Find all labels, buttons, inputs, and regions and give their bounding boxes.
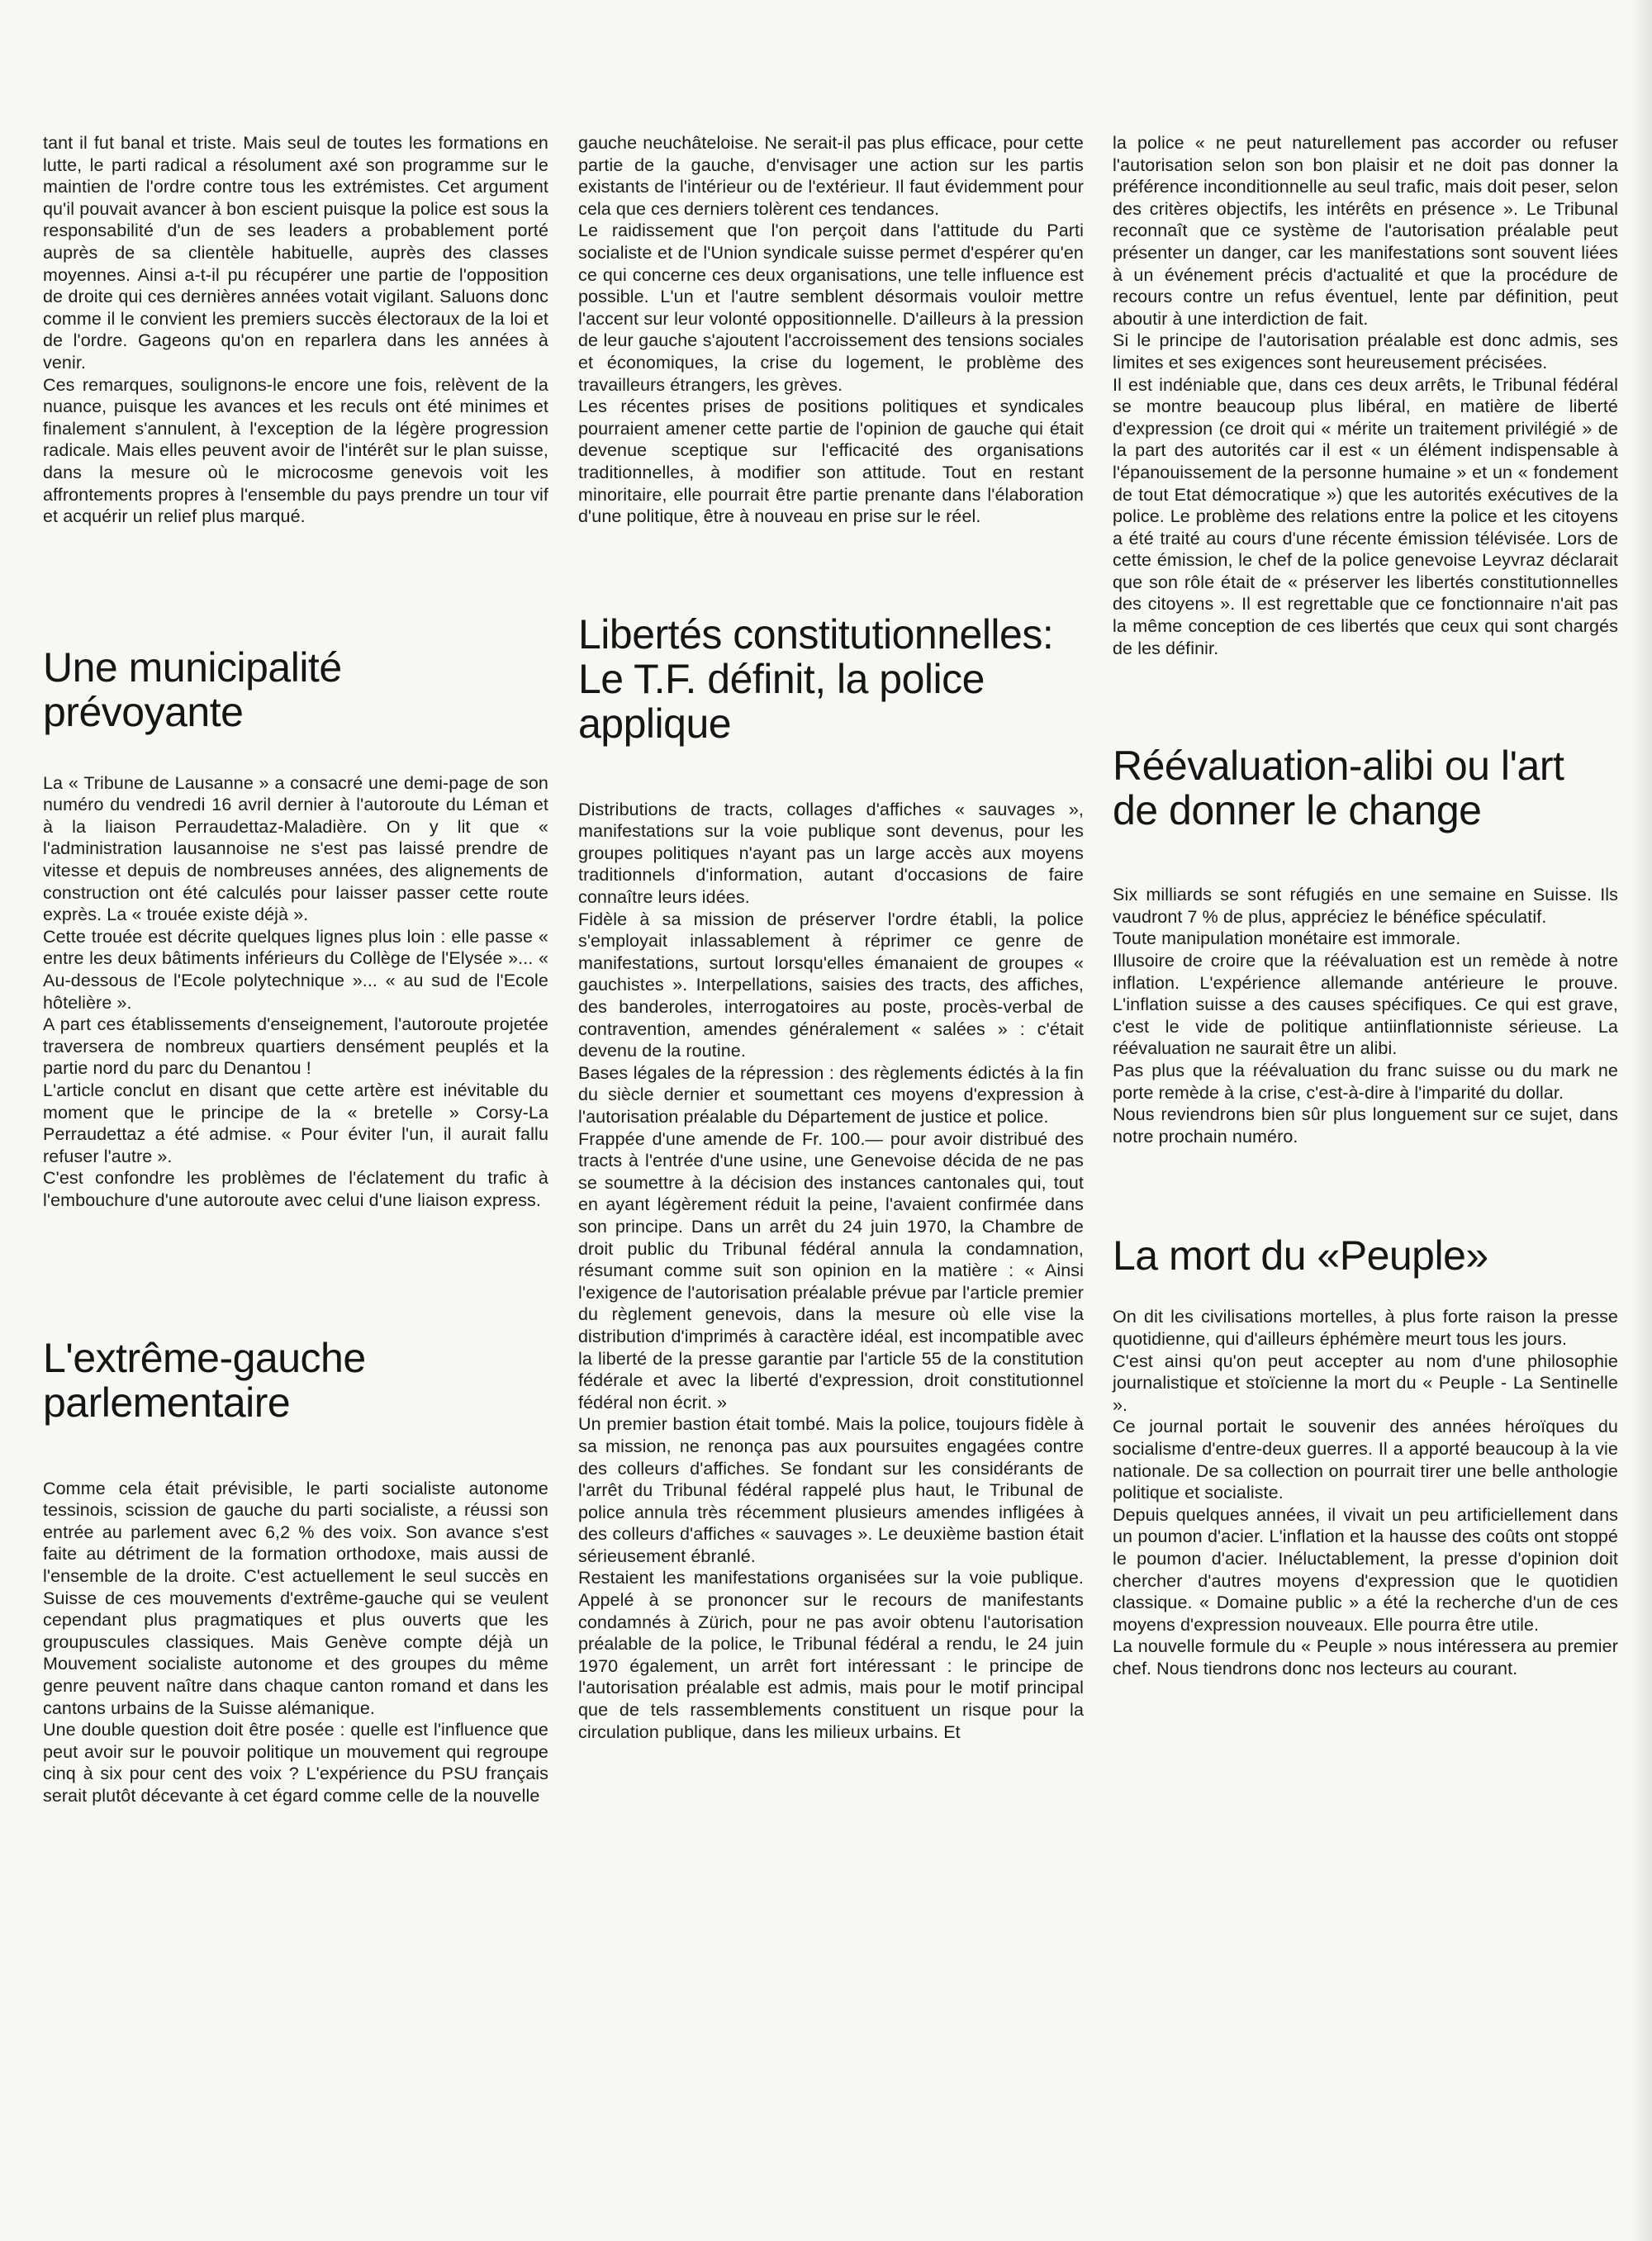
article-paragraph: La « Tribune de Lausanne » a consacré une demi-page de son numéro du vendredi 16 avril dernier à l'autoroute du Léman et à la liaison Perraudettaz-Maladière. On y lit que « l'administration lausannoise ne s'est pas laissé prendre de vitesse et depuis de nombreuses années, des alignements de construction ont été calculés pour laisser passer cette route exprès. La « trouée existe déjà ». xyxy=(43,772,548,925)
article-paragraph: Ce journal portait le souvenir des années héroïques du socialisme d'entre-deux guerres. Il a apporté beaucoup à la vie nationale. De sa collection on pourrait tirer une belle anthologie politique et socialiste. xyxy=(1113,1417,1618,1503)
headline-mort-du-peuple: La mort du «Peuple» xyxy=(1113,1232,1488,1280)
article-paragraph: gauche neuchâteloise. Ne serait-il pas plus efficace, pour cette partie de la gauche, d'envisager une action sur les partis existants de l'intérieur ou de l'extérieur. Il faut évidemment pour cela que ces derniers tolèrent ces tendances. xyxy=(578,133,1084,219)
article-paragraph: Si le principe de l'autorisation préalable est donc admis, ses limites et ses exigences sont heureusement précisées. xyxy=(1113,330,1618,373)
article-mort-du-peuple xyxy=(1113,1306,1618,1679)
article-paragraph: Il est indéniable que, dans ces deux arrêts, le Tribunal fédéral se montre beaucoup plus libéral, en matière de liberté d'expression (ce droit qui « mérite un traitement privilégié » de la part des autorités car il est « un élément indispensable à l'épanouissement de la personne humaine » et un « fondement de tout Etat démocratique ») que les autorités exécutives de la police. Le problème des relations entre la police et les citoyens a été traité au cours d'une récente émission télévisée. Lors de cette émission, le chef de la police genevoise Leyvraz déclarait que son rôle était de « préserver les libertés constitutionnelles des citoyens ». Il est regrettable que ce fonctionnaire n'ait pas la même conception de ces libertés que ceux qui sont chargés de les définir. xyxy=(1113,374,1618,658)
article-paragraph: Depuis quelques années, il vivait un peu artificiellement dans un poumon d'acier. L'inflation et la hausse des coûts ont stoppé le poumon d'acier. Inéluctablement, la presse d'opinion doit chercher d'autres moyens d'expression que le quotidien classique. « Domaine public » a été la recherche d'un de ces moyens d'expression nouveaux. Elle pourra être utile. xyxy=(1113,1504,1618,1635)
article-paragraph: A part ces établissements d'enseignement, l'autoroute projetée traversera de nombreux quartiers densément peuplés et la partie nord du parc du Denantou ! xyxy=(43,1014,548,1079)
article-paragraph: Illusoire de croire que la réévaluation est un remède à notre inflation. L'expérience allemande antérieure le prouve. L'inflation suisse a des causes spécifiques. Ce qui est grave, c'est le vide de politique antiinflationniste sérieuse. La réévaluation ne saurait être un alibi. xyxy=(1113,951,1618,1059)
article-paragraph: Bases légales de la répression : des règlements édictés à la fin du siècle dernier et soumettant ces moyens d'expression à l'autorisation préalable du Département de justice et police. xyxy=(578,1062,1084,1127)
article-paragraph: Frappée d'une amende de Fr. 100.— pour avoir distribué des tracts à l'entrée d'une usine, une Genevoise décida de ne pas se soumettre à la décision des instances cantonales qui, tout en ayant légèrement réduit la peine, l'avaient confirmée dans son principe. Dans un arrêt du 24 juin 1970, la Chambre de droit public du Tribunal fédéral annula la condamnation, résumant comme suit son opinion en la matière : « Ainsi l'exigence de l'autorisation préalable prévue par l'article premier du règlement genevois, dans la mesure où elle vise la distribution d'imprimés à caractère idéal, est incompatible avec la liberté de la presse garantie par l'article 55 de la constitution fédérale et avec la liberté d'expression, droit constitutionnel fédéral non écrit. » xyxy=(578,1128,1084,1412)
article-paragraph: la police « ne peut naturellement pas accorder ou refuser l'autorisation selon son bon plaisir et ne doit pas donner la préférence inconditionnelle au seul trafic, mais doit peser, selon des critères objectifs, les intérêts en présence ». Le Tribunal reconnaît que ce système de l'autorisation préalable peut présenter un danger, car les manifestations sont souvent liées à un événement précis d'actualité et que la procédure de recours contre un refus éventuel, lente par définition, peut aboutir à une interdiction de fait. xyxy=(1113,133,1618,329)
article-paragraph: Un premier bastion était tombé. Mais la police, toujours fidèle à sa mission, ne renonça pas aux poursuites engagées contre des colleurs d'affiches. Se fondant sur les considérants de l'arrêt du Tribunal fédéral rappelé plus haut, le Tribunal de police annula très récemment plusieurs amendes infligées à des colleurs d'affiches « sauvages ». Le deuxième bastion était sérieusement ébranlé. xyxy=(578,1414,1084,1566)
article-paragraph: Toute manipulation monétaire est immorale. xyxy=(1113,928,1461,949)
headline-extreme-gauche: L'extrême-gauche parlementaire xyxy=(43,1334,366,1426)
article-paragraph: Restaient les manifestations organisées sur la voie publique. Appelé à se prononcer sur le recours de manifestants condamnés à Zürich, pour ne pas avoir obtenu l'autorisation préalable de la police, le Tribunal fédéral a rendu, le 24 juin 1970 également, un arrêt fort intéressant : le principe de l'autorisation préalable est admis, mais pour le motif principal que de tels rassemblements constituent un risque pour la circulation publique, dans les milieux urbains. Et xyxy=(578,1568,1084,1742)
article-extreme-gauche xyxy=(43,1478,548,1807)
article-paragraph: Cette trouée est décrite quelques lignes plus loin : elle passe « entre les deux bâtiments inférieurs du Collège de l'Elysée »... « Au-dessous de l'Ecole polytechnique »... « au sud de l'Ecole hôtelière ». xyxy=(43,926,548,1013)
headline-reevaluation: Réévaluation-alibi ou l'art de donner le change xyxy=(1113,743,1564,834)
article-paragraph: L'article conclut en disant que cette artère est inévitable du moment que le principe de la « bretelle » Corsy-La Perraudettaz a été admise. « Pour éviter l'un, il aurait fallu refuser l'autre ». xyxy=(43,1080,548,1166)
headline-libertes: Libertés constitutionnelles: Le T.F. définit, la police applique xyxy=(578,610,1054,747)
column-middle xyxy=(578,132,1084,1743)
article-paragraph: Ces remarques, soulignons-le encore une fois, relèvent de la nuance, puisque les avances et les reculs ont été minimes et finalement s'annulent, à l'exception de la légère progression radicale. Mais elles peuvent avoir de l'intérêt sur le plan suisse, dans la mesure où le microcosme genevois voit les affrontements propres à l'ensemble du pays prendre un tour vif et acquérir un relief plus marqué. xyxy=(43,374,548,527)
article-paragraph: Les récentes prises de positions politiques et syndicales pourraient amener cette partie de l'opinion de gauche qui était devenue sceptique sur l'efficacité des organisations traditionnelles, à modifier son attitude. Tout en restant minoritaire, elle pourrait être partie prenante dans l'élaboration d'une politique, être à nouveau en prise sur le réel. xyxy=(578,396,1084,527)
article-paragraph: La nouvelle formule du « Peuple » nous intéressera au premier chef. Nous tiendrons donc nos lecteurs au courant. xyxy=(1113,1636,1618,1678)
article-paragraph: C'est ainsi qu'on peut accepter au nom d'une philosophie journalistique et stoïcienne la mort du « Peuple - La Sentinelle ». xyxy=(1113,1351,1618,1415)
headline-municipalite: Une municipalité prévoyante xyxy=(43,643,342,735)
article-paragraph: tant il fut banal et triste. Mais seul de toutes les formations en lutte, le parti radical a résolument axé son programme sur le maintien de l'ordre contre tous les extrémistes. Cet argument qu'il pouvait avancer à bon escient puisque la police est sous la responsabilité d'un de ses leaders a probablement porté auprès de sa clientèle habituelle, auprès des classes moyennes. Ainsi a-t-il pu récupérer une partie de l'opposition de droite qui ces dernières années votait vigilant. Saluons donc comme il le convient les premiers succès électoraux de la loi et de l'ordre. Gageons qu'on en reparlera dans les années à venir. xyxy=(43,133,548,373)
article-paragraph: Une double question doit être posée : quelle est l'influence que peut avoir sur le pouvoir politique un mouvement qui regroupe cinq à six pour cent des voix ? L'expérience du PSU français serait plutôt décevante à cet égard comme celle de la nouvelle xyxy=(43,1720,548,1806)
page-edge-shadow xyxy=(1631,0,1652,2241)
column-left xyxy=(43,132,548,1807)
article-paragraph: Fidèle à sa mission de préserver l'ordre établi, la police s'employait inlassablement à réprimer ce genre de manifestations, surtout lorsqu'elles émanaient de groupes « gauchistes ». Interpellations, saisies des tracts, des affiches, des banderoles, interrogatoires au poste, procès-verbal de contravention, amendes généralement « salées » : c'était devenu de la routine. xyxy=(578,909,1084,1061)
article-paragraph: Nous reviendrons bien sûr plus longuement sur ce sujet, dans notre prochain numéro. xyxy=(1113,1104,1618,1147)
article-municipalite xyxy=(43,772,548,1212)
article-paragraph: Le raidissement que l'on perçoit dans l'attitude du Parti socialiste et de l'Union syndicale suisse permet d'espérer qu'en ce qui concerne ces deux organisations, une telle influence est possible. L'un et l'autre semblent désormais vouloir mettre l'accent sur leur volonté oppositionnelle. D'ailleurs à la pression de leur gauche s'ajoutent l'accroissement des tensions sociales et économiques, la crise du logement, le problème des travailleurs étrangers, les grèves. xyxy=(578,221,1084,395)
article-paragraph: On dit les civilisations mortelles, à plus forte raison la presse quotidienne, qui d'ailleurs éphémère meurt tous les jours. xyxy=(1113,1307,1618,1349)
column-right xyxy=(1113,132,1618,1679)
article-paragraph: Distributions de tracts, collages d'affiches « sauvages », manifestations sur la voie publique sont devenus, pour les groupes politiques n'ayant pas un large accès aux moyens traditionnels d'information, autant d'occasions de faire connaître leurs idées. xyxy=(578,799,1084,908)
article-reevaluation xyxy=(1113,884,1618,1147)
article-libertes xyxy=(578,799,1084,1744)
article-paragraph: Comme cela était prévisible, le parti socialiste autonome tessinois, scission de gauche du parti socialiste, a réussi son entrée au parlement avec 6,2 % des voix. Son avance s'est faite au détriment de la formation orthodoxe, mais aussi de l'ensemble de la droite. C'est actuellement le seul succès en Suisse de ces mouvements d'extrême-gauche qui se veulent cependant plus pragmatiques et plus ouverts que les groupuscules classiques. Mais Genève compte déjà un Mouvement socialiste autonome et des groupes du même genre peuvent naître dans chaque canton romand et dans les cantons urbains de la Suisse alémanique. xyxy=(43,1478,548,1718)
article-paragraph: Pas plus que la réévaluation du franc suisse ou du mark ne porte remède à la crise, c'est-à-dire à l'imparité du dollar. xyxy=(1113,1061,1618,1103)
article-paragraph: Six milliards se sont réfugiés en une semaine en Suisse. Ils vaudront 7 % de plus, appréciez le bénéfice spéculatif. xyxy=(1113,885,1618,927)
article-paragraph: C'est confondre les problèmes de l'éclatement du trafic à l'embouchure d'une autoroute avec celui d'une liaison express. xyxy=(43,1168,548,1210)
